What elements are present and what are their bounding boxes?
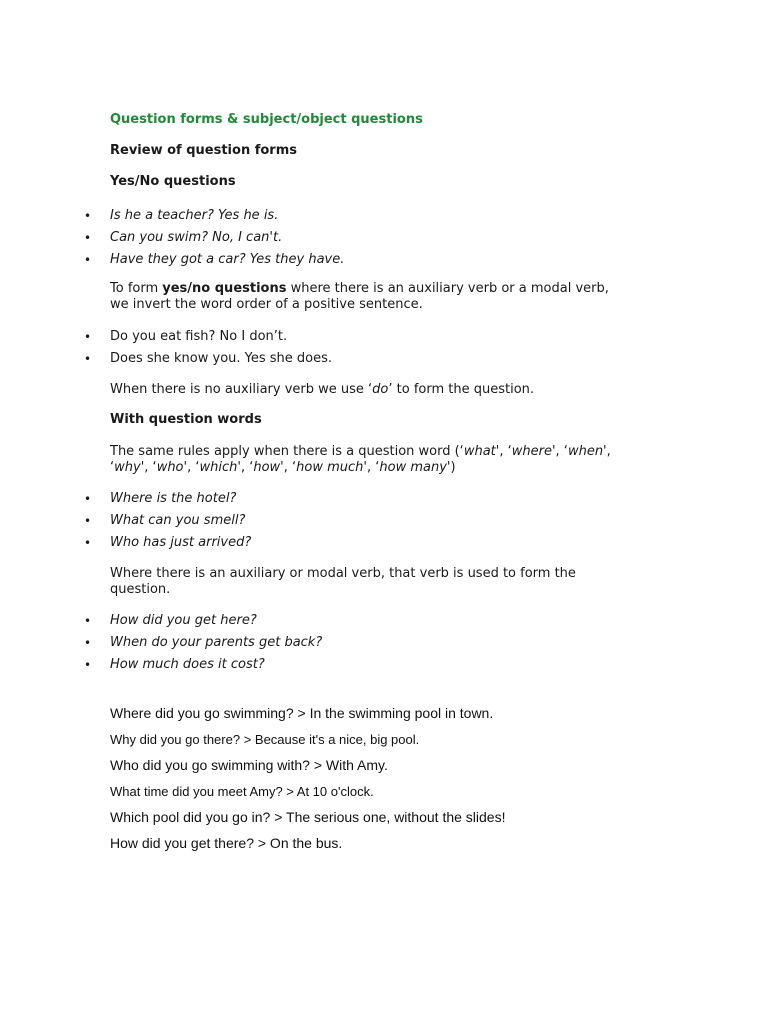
yesno-explanation: To form yes/no questions where there is an auxiliary verb or a modal verb, we invert the word order of a positive sentence.: [110, 281, 609, 312]
review-heading: Review of question forms: [110, 143, 298, 158]
dialog-line: What time did you meet Amy? > At 10 o'clock.: [110, 784, 374, 799]
list-item: • When do your parents get back?: [84, 632, 322, 654]
list-item: • Can you swim? No, I can't.: [84, 227, 344, 249]
dialog-line: Why did you go there? > Because it's a nice, big pool.: [110, 732, 420, 747]
question-words-heading: With question words: [110, 412, 262, 427]
dialog-line: Who did you go swimming with? > With Amy.: [110, 757, 388, 773]
question-words-examples-list: [84, 488, 251, 554]
list-item: • Is he a teacher? Yes he is.: [84, 205, 344, 227]
page-title: Question forms & subject/object questions: [110, 112, 423, 127]
yesno-examples-list: [84, 205, 344, 271]
list-item: • Does she know you. Yes she does.: [84, 348, 332, 370]
do-examples-list: [84, 326, 332, 370]
list-item: • Who has just arrived?: [84, 532, 251, 554]
auxiliary-examples-list: [84, 610, 322, 676]
question-words-explanation: The same rules apply when there is a question word (‘what', ‘where', ‘when', ‘why', ‘who', ‘which', ‘how', ‘how much', ‘how many'): [110, 444, 611, 475]
list-item: • How did you get here?: [84, 610, 322, 632]
dialog-line: Which pool did you go in? > The serious one, without the slides!: [110, 809, 506, 825]
list-item: • Have they got a car? Yes they have.: [84, 249, 344, 271]
yesno-term: yes/no questions: [162, 281, 287, 296]
dialog-line: Where did you go swimming? > In the swimming pool in town.: [110, 705, 494, 721]
list-item: • How much does it cost?: [84, 654, 322, 676]
auxiliary-explanation: Where there is an auxiliary or modal verb, that verb is used to form the question.: [110, 566, 576, 597]
yesno-heading: Yes/No questions: [110, 174, 236, 189]
list-item: • Do you eat fish? No I don’t.: [84, 326, 332, 348]
do-explanation: When there is no auxiliary verb we use ‘do’ to form the question.: [110, 382, 535, 397]
dialog-line: How did you get there? > On the bus.: [110, 835, 343, 851]
list-item: • Where is the hotel?: [84, 488, 251, 510]
list-item: • What can you smell?: [84, 510, 251, 532]
